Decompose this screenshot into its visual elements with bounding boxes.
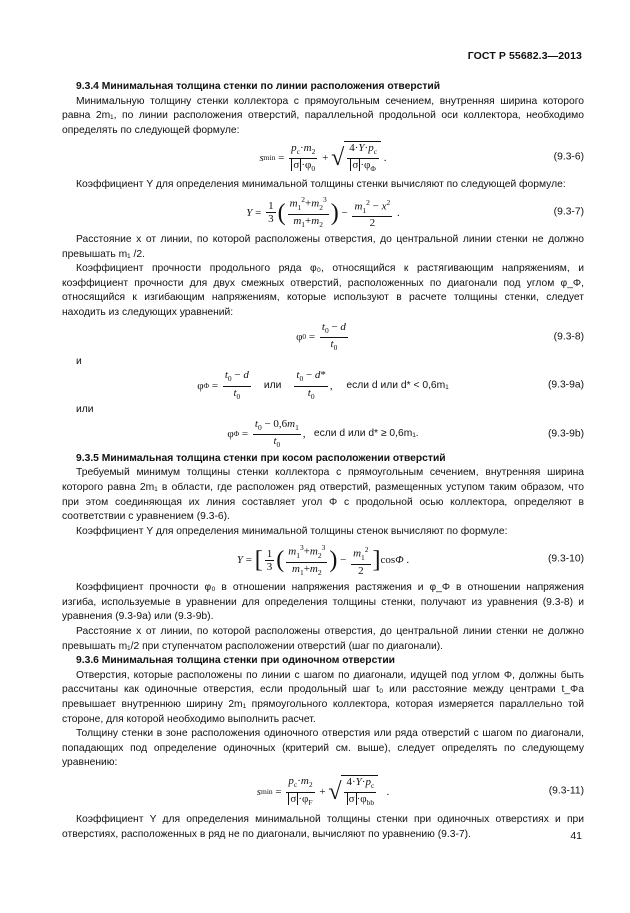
paragraph: Минимальную толщину стенки коллектора с прямоугольным сечением, внутренняя ширина которого равна 2m₁, по линии расположения отверстий, параллельной продольной оси коллектора, необходимо определять по следующей формуле: [62,95,584,136]
paragraph: Коэффициент Y для определения минимальной толщины стенок вычисляют по формуле: [76,525,508,537]
paragraph: и [76,355,82,367]
paragraph: Отверстия, которые расположены по линии с шагом по диагонали, идущей под углом Φ, должны быть рассчитаны как одиночные отверстия, если продольный шаг t₀ или расстояние между центрами t_Φa превышает внутреннюю ширину 2m₁ прямоугольного коллектора, которая измеряется параллельно той стороне, для которой необходимо выполнить расчет. [62,669,584,725]
formula-9-3-8: φ 0 = $\frac{t_0 - d}{t_0}$ (9.3-8) [296,320,584,353]
equation-number: (9.3-9b) [547,428,584,440]
formula-9-3-9b: φ Φ = $\frac{t_0 - 0,6m_1}{t_0}$ , если d или d* ≥ 0,6m₁. (9.3-9b) [227,418,584,450]
paragraph: Требуемый минимум толщины стенки коллектора с прямоугольным сечением, внутренняя ширина которого равна 2m₁ в области, где расположен ряд отверстий, размещенных уступом таким образом, что при этом соединяющая их линия составляет угол Φ с продольной осью коллектора, определяют в соответствии с уравнением (9.3-6). [62,467,584,523]
formula-9-3-11: s min = $\frac{p_c\cdot m_2}{\sigma \cdot\varphi_F}$ + √ $\frac{4\cdot Y\cdot p_c}{\sigma \cdot\varphi_{bb}}$ . (9.3-11) [256,775,584,808]
paragraph: Расстояние x от линии, по которой расположены отверстия, до центральной линии стенки не должно превышать m₁/2 при ступенчатом расположении отверстий (шаг по диагонали). [62,626,584,652]
equation-number: (9.3-9a) [547,379,584,391]
equation-number: (9.3-6) [553,152,584,164]
paragraph: Коэффициент прочности продольного ряда φ₀, относящийся к растягивающим напряжениям, и коэффициент прочности для двух смежных отверстий, расположенных по диагонали под углом φ_Φ, относящийся к изгибающим напряжениям, которые используют в расчете толщины стенки, следует находить из следующих уравнений: [62,263,584,318]
document-body [62,80,584,842]
equation-number: (9.3-11) [548,785,584,797]
paragraph: Коэффициент Y для определения минимальной толщины стенки при одиночных отверстиях и при отверстиях, расположенных в ряд не по диагонали, вычисляют по уравнению (9.3-7). [62,814,584,840]
equation-number: (9.3-7) [553,206,584,218]
paragraph: Коэффициент прочности φ₀ в отношении напряжения растяжения и φ_Φ в отношении напряжения изгиба, используемые в уравнении для определения толщины стенки, получают из уравнения (9.3-8) и уравнения (9.3-9a) или (9.3-9b). [62,582,584,623]
formula-9-3-9a: φ Φ = $\frac{t_0 - d}{t_0}$ или $\frac{t_0 - d*}{t_0}$ , если d или d* < 0,6m₁ (9.3-9a) [197,369,584,401]
formula-9-3-7: Y = $\frac{1}{3}$ ( $\frac{m_1^2+m_2^3}{m_1+m_2}$ ) − $\frac{m_1^2 - x^2}{2}$ . (9.3-7) [246,195,584,230]
document-code: ГОСТ Р 55682.3—2013 [467,50,582,62]
condition-text: если d или d* ≥ 0,6m₁. [313,428,419,440]
formula-9-3-10: Y = [ $\frac{1}{3}$ ( $\frac{m_1^3+m_2^3}{m_1+m_2}$ ) − $\frac{m_1^2}{2}$ ] cos Φ . (9.3-10) [236,542,584,577]
equation-number: (9.3-8) [553,331,584,343]
section-heading-935: 9.3.5 Минимальная толщина стенки при косом расположении отверстий [76,452,446,464]
page-number: 41 [570,830,582,842]
condition-text: если d или d* < 0,6m₁ [346,379,449,391]
paragraph: Толщину стенки в зоне расположения одиночного отверстия или ряда отверстий с шагом по диагонали, попадающих под определение одиночных (критерий см. выше), следует определять по следующему уравнению: [62,728,584,769]
formula-9-3-6: s min = $\frac{p_c\cdot m_2}{\sigma \cdot\varphi_0}$ + √ $\frac{4\cdot Y\cdot p_c}{\sigma \cdot\varphi_\Phi}$ . (9.3-6) [259,141,584,174]
section-heading-934: 9.3.4 Минимальная толщина стенки по линии расположения отверстий [76,81,441,92]
text-or: или [263,379,282,391]
paragraph: Коэффициент Y для определения минимальной толщины стенки вычисляют по следующей формуле: [76,179,566,191]
paragraph: или [76,404,94,416]
equation-number: (9.3-10) [547,553,584,565]
paragraph: Расстояние x от линии, по которой расположены отверстия, до центральной линии стенки не должно превышать m₁ /2. [62,233,584,260]
section-heading-936: 9.3.6 Минимальная толщина стенки при одиночном отверстии [76,655,395,667]
